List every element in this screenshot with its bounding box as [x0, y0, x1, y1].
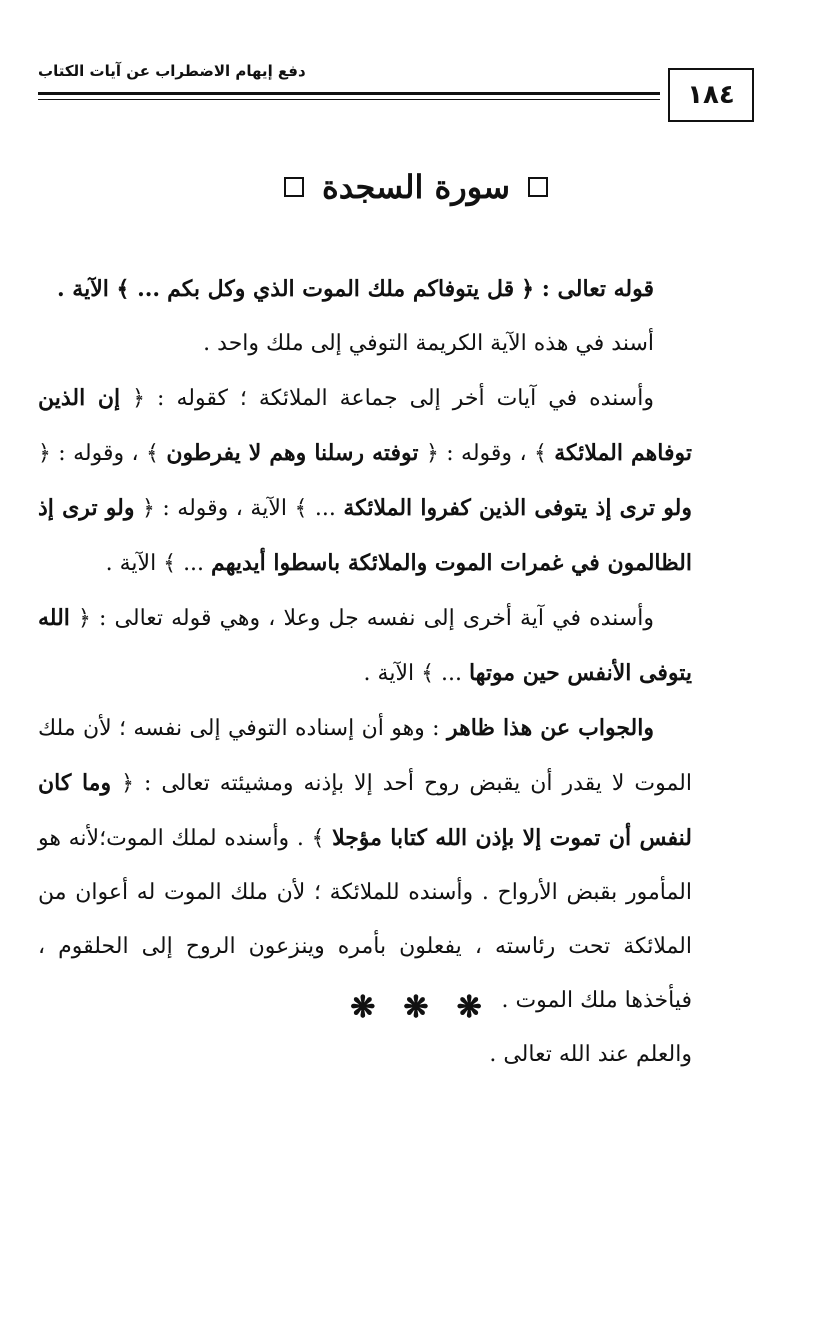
p5-lead: والجواب عن هذا ظاهر — [446, 715, 654, 741]
paragraph-6: والعلم عند الله تعالى . — [489, 1042, 692, 1067]
running-title: دفع إيهام الاضطراب عن آيات الكتاب — [38, 62, 306, 80]
p4-verse-1: الله يتوفى الأنفس حين موتها — [38, 605, 692, 686]
paragraph-3 — [38, 371, 692, 591]
paragraph-5 — [38, 701, 692, 1028]
paragraph-1 — [38, 262, 692, 317]
header-rule-thick — [38, 92, 660, 95]
star-1: ❋ — [350, 990, 376, 1025]
p3-verse-2: توفته رسلنا وهم لا يفرطون — [166, 440, 419, 466]
heading-square-left — [284, 177, 304, 197]
p3-text-3: ﴾ ، وقوله : ﴿ — [38, 441, 159, 466]
p5-text-2: ﴾ . وأسنده لملك الموت؛لأنه هو المأمور بقبض الأرواح . وأسنده للملائكة ؛ لأن ملك الموت له أعوان من الملائكة تحت رئاسته ، يفعلون بأمره وينزعون الروح إلى الحلقوم ، فيأخذها ملك الموت . — [38, 826, 692, 1013]
p4-text-1: وأسنده في آية أخرى إلى نفسه جل وعلا ، وهي قوله تعالى : ﴿ — [78, 606, 654, 631]
paragraph-4 — [38, 591, 692, 701]
p3-verse-4: ولو ترى إذ الظالمون في غمرات الموت والملائكة باسطوا أيديهم — [38, 495, 692, 576]
surah-heading — [0, 168, 832, 206]
section-separator — [0, 990, 832, 1025]
p3-verse-1: إن الذين توفاهم الملائكة — [38, 385, 692, 466]
p1-lead: قوله تعالى : ﴿ — [521, 276, 654, 302]
page-number: ١٨٤ — [668, 68, 754, 122]
p5-text-1: : وهو أن إسناده التوفي إلى نفسه ؛ لأن ملك الموت لا يقدر أن يقبض روح أحد إلا بإذنه ومشيئته تعالى : ﴿ — [38, 716, 692, 796]
surah-title: سورة السجدة — [321, 168, 511, 206]
star-3: ❋ — [456, 990, 482, 1025]
star-2: ❋ — [403, 990, 429, 1025]
p3-text-1: وأسنده في آيات أخر إلى جماعة الملائكة ؛ كقوله : ﴿ — [132, 386, 654, 411]
p4-text-2: ... ﴾ الآية . — [363, 661, 462, 686]
p3-text-2: ﴾ ، وقوله : ﴿ — [425, 441, 547, 466]
p5-verse-1: وما كان لنفس أن تموت إلا بإذن الله كتابا مؤجلا — [38, 770, 692, 851]
p3-verse-3: ولو ترى إذ يتوفى الذين كفروا الملائكة — [343, 495, 692, 521]
p1-tail: ... ﴾ الآية . — [56, 276, 161, 302]
paragraph-2: أسند في هذه الآية الكريمة التوفي إلى ملك واحد . — [203, 331, 654, 356]
header-rule-thin — [38, 99, 660, 100]
body-text — [38, 262, 692, 1082]
p3-text-4: ... ﴾ الآية ، وقوله : ﴿ — [141, 496, 336, 521]
p3-text-5: ... ﴾ الآية . — [105, 551, 205, 576]
heading-square-right — [528, 177, 548, 197]
p1-verse: قل يتوفاكم ملك الموت الذي وكل بكم — [167, 276, 515, 302]
